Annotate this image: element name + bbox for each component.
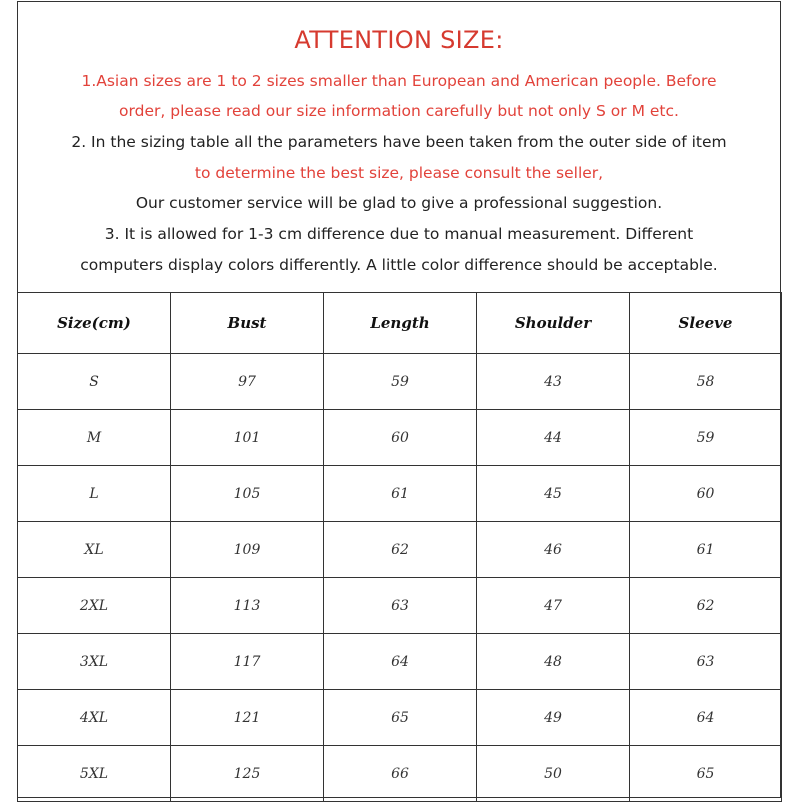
cell-size: 4XL xyxy=(18,690,171,746)
cell-length: 65 xyxy=(324,690,477,746)
table-row xyxy=(18,746,782,802)
cell-length: 59 xyxy=(324,354,477,410)
cell-shoulder: 43 xyxy=(477,354,630,410)
cell-sleeve: 62 xyxy=(630,578,782,634)
cell-length: 63 xyxy=(324,578,477,634)
notice-title: ATTENTION SIZE: xyxy=(294,26,504,54)
cell-sleeve: 65 xyxy=(630,746,782,802)
cell-bust: 117 xyxy=(171,634,324,690)
header-length: Length xyxy=(324,293,477,354)
notice-line-6: 3. It is allowed for 1-3 cm difference due to manual measurement. Different xyxy=(104,225,694,243)
cell-size: S xyxy=(18,354,171,410)
cell-sleeve: 60 xyxy=(630,466,782,522)
cell-size: M xyxy=(18,410,171,466)
cell-size: XL xyxy=(18,522,171,578)
header-sleeve: Sleeve xyxy=(630,293,782,354)
cell-size: 2XL xyxy=(18,578,171,634)
notice-line-2: order, please read our size information carefully but not only S or M etc. xyxy=(119,102,679,120)
notice-line-5: Our customer service will be glad to give a professional suggestion. xyxy=(135,194,663,212)
size-chart-frame xyxy=(17,1,781,798)
cell-sleeve: 58 xyxy=(630,354,782,410)
table-row xyxy=(18,634,782,690)
table-row xyxy=(18,354,782,410)
cell-shoulder: 48 xyxy=(477,634,630,690)
cell-shoulder: 46 xyxy=(477,522,630,578)
notice-line-3: 2. In the sizing table all the parameters have been taken from the outer side of item xyxy=(71,133,727,151)
notice-line-7: computers display colors differently. A little color difference should be acceptable. xyxy=(80,256,718,274)
cell-shoulder: 49 xyxy=(477,690,630,746)
cell-sleeve: 59 xyxy=(630,410,782,466)
cell-length: 61 xyxy=(324,466,477,522)
cell-bust: 121 xyxy=(171,690,324,746)
cell-size: 3XL xyxy=(18,634,171,690)
cell-sleeve: 64 xyxy=(630,690,782,746)
table-row xyxy=(18,410,782,466)
table-row xyxy=(18,578,782,634)
cell-bust: 105 xyxy=(171,466,324,522)
cell-length: 64 xyxy=(324,634,477,690)
header-bust: Bust xyxy=(171,293,324,354)
attention-notice xyxy=(18,2,780,292)
cell-sleeve: 61 xyxy=(630,522,782,578)
cell-shoulder: 47 xyxy=(477,578,630,634)
cell-bust: 109 xyxy=(171,522,324,578)
table-header-row xyxy=(18,293,782,354)
header-shoulder: Shoulder xyxy=(477,293,630,354)
table-row xyxy=(18,522,782,578)
cell-length: 62 xyxy=(324,522,477,578)
cell-shoulder: 50 xyxy=(477,746,630,802)
cell-shoulder: 44 xyxy=(477,410,630,466)
table-row xyxy=(18,690,782,746)
cell-bust: 101 xyxy=(171,410,324,466)
cell-length: 66 xyxy=(324,746,477,802)
cell-bust: 125 xyxy=(171,746,324,802)
cell-sleeve: 63 xyxy=(630,634,782,690)
notice-line-1: 1.Asian sizes are 1 to 2 sizes smaller than European and American people. Before xyxy=(81,72,717,90)
notice-line-4: to determine the best size, please consult the seller, xyxy=(194,164,604,182)
cell-size: L xyxy=(18,466,171,522)
cell-length: 60 xyxy=(324,410,477,466)
cell-shoulder: 45 xyxy=(477,466,630,522)
size-table xyxy=(17,292,782,802)
cell-bust: 97 xyxy=(171,354,324,410)
cell-size: 5XL xyxy=(18,746,171,802)
table-row xyxy=(18,466,782,522)
header-size: Size(cm) xyxy=(18,293,171,354)
cell-bust: 113 xyxy=(171,578,324,634)
